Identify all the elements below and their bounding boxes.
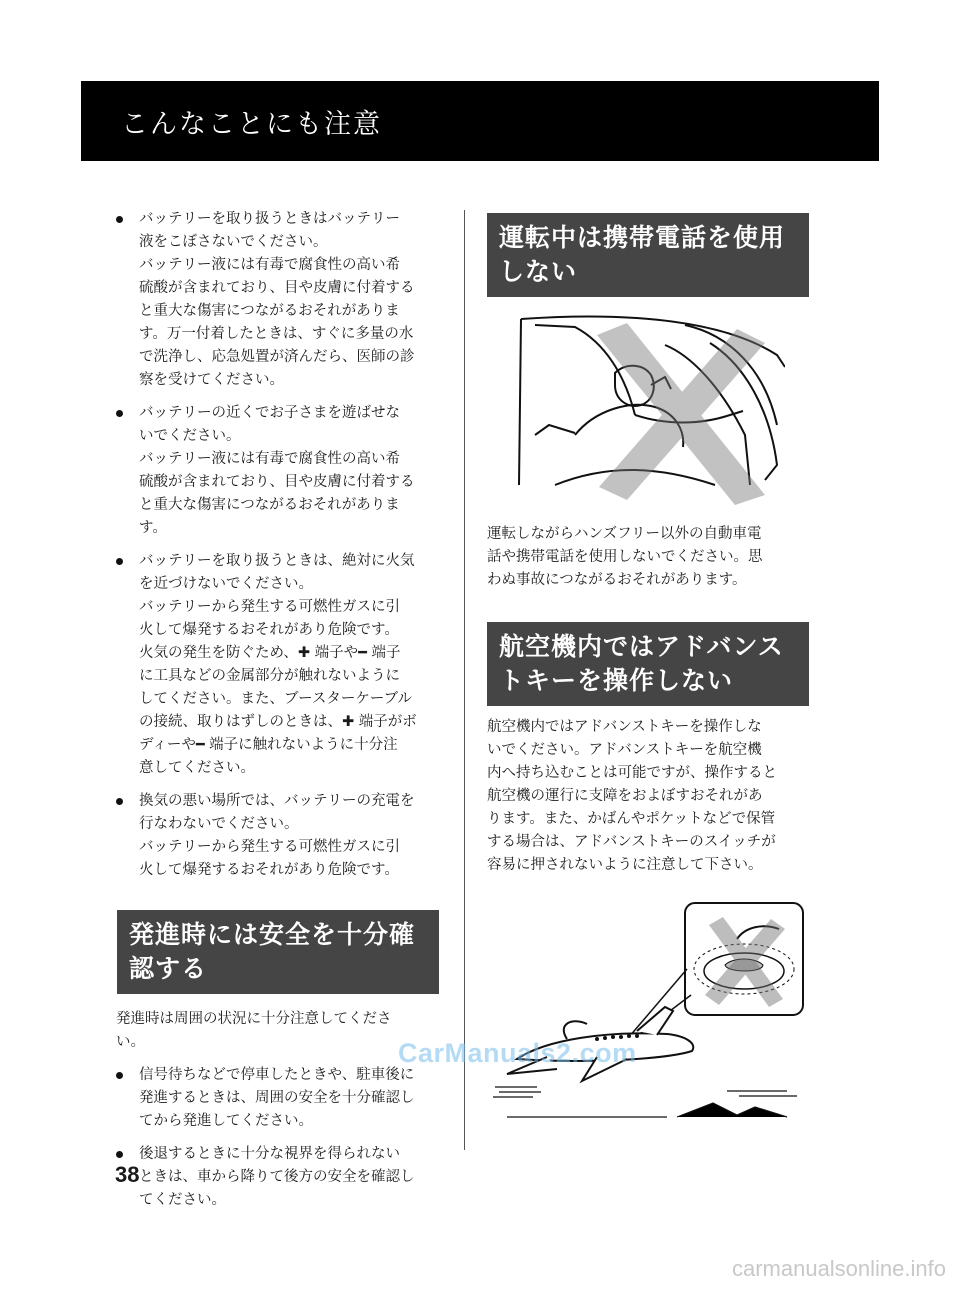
phone-driving-illustration (515, 315, 809, 509)
text-line: 行なわないでください。 (139, 816, 299, 832)
text-line: てから発進してください。 (139, 1113, 313, 1129)
text-line: で洗浄し、応急処置が済んだら、医師の診 (139, 349, 415, 365)
bullet-item (116, 402, 444, 540)
section-heading-phone (487, 213, 809, 297)
page-title: こんなことにも注意 (121, 108, 382, 140)
heading-line: トキーを操作しない (499, 666, 734, 695)
text-line: 硫酸が含まれており、目や皮膚に付着する (139, 474, 415, 490)
airplane-key-prohibited-icon (487, 899, 807, 1129)
text-line: 航空機の運行に支障をおよぼすおそれがあ (487, 788, 763, 804)
bullet-text (139, 1064, 444, 1133)
right-column (487, 213, 809, 1133)
text-line: と重大な傷害につながるおそれがありま (139, 497, 400, 513)
section-heading-start-safety (117, 910, 439, 994)
text-line: ときは、車から降りて後方の安全を確認し (139, 1169, 415, 1185)
text-line: バッテリーから発生する可燃性ガスに引 (139, 839, 400, 855)
text-line: 火気の発生を防ぐため、✚ 端子や━ 端子 (139, 645, 401, 661)
text-line: す。 (139, 520, 167, 536)
text-line: 発進するときは、周囲の安全を十分確認し (139, 1090, 415, 1106)
text-line: わぬ事故につながるおそれがあります。 (487, 572, 747, 588)
left-column (116, 208, 444, 1222)
text-line: 察を受けてください。 (139, 372, 284, 388)
text-line: と重大な傷害につながるおそれがありま (139, 303, 400, 319)
text-line: 後退するときに十分な視界を得られない (139, 1146, 400, 1162)
bullet-item (116, 790, 444, 882)
start-safety-bullets (116, 1064, 444, 1212)
text-line: ディーや━ 端子に触れないように十分注 (139, 737, 398, 753)
text-line: てください。 (139, 1192, 226, 1208)
text-line: に工具などの金属部分が触れないように (139, 668, 400, 684)
text-line: 硫酸が含まれており、目や皮膚に付着する (139, 280, 415, 296)
section-heading-aircraft (487, 622, 809, 706)
text-line: してください。また、ブースターケーブル (139, 691, 413, 707)
heading-line: 航空機内ではアドバンス (499, 632, 784, 661)
text-line: 内へ持ち込むことは可能ですが、操作すると (487, 765, 777, 781)
bullet-item (116, 208, 444, 392)
page-header (81, 81, 879, 161)
text-line: 火して爆発するおそれがあり危険です。 (139, 862, 399, 878)
text-line: 火して爆発するおそれがあり危険です。 (139, 622, 399, 638)
text-line: の接続、取りはずしのときは、✚ 端子がボ (139, 714, 417, 730)
bullet-dot-icon (116, 798, 123, 805)
bullet-text (139, 402, 444, 540)
text-line: 液をこぼさないでください。 (139, 234, 328, 250)
heading-line: 運転中は携帯電話を使用 (499, 223, 786, 252)
text-line: 発進時は周囲の状況に十分注意してくださ (116, 1011, 392, 1027)
text-line: 容易に押されないように注意して下さい。 (487, 857, 763, 873)
text-line: バッテリーの近くでお子さまを遊ばせな (139, 405, 400, 421)
bullet-text (139, 1143, 444, 1212)
watermark: CarManuals2.com (398, 1038, 637, 1068)
bullet-text (139, 550, 444, 780)
text-line: バッテリーから発生する可燃性ガスに引 (139, 599, 400, 615)
text-line: 運転しながらハンズフリー以外の自動車電 (487, 526, 762, 542)
text-line: 換気の悪い場所では、バッテリーの充電を (139, 793, 415, 809)
bullet-dot-icon (116, 410, 123, 417)
heading-line: しない (499, 257, 578, 286)
bullet-dot-icon (116, 558, 123, 565)
driver-phone-prohibited-icon (515, 315, 785, 505)
bullet-item (116, 1064, 444, 1133)
footer-watermark: carmanualsonline.info (731, 1256, 946, 1281)
bullet-dot-icon (116, 1151, 123, 1158)
text-line: 意してください。 (139, 760, 255, 776)
text-line: バッテリーを取り扱うときは、絶対に火気 (139, 553, 415, 569)
text-line: バッテリー液には有毒で腐食性の高い希 (139, 257, 400, 273)
bullet-item (116, 1143, 444, 1212)
text-line: い。 (116, 1034, 145, 1050)
start-safety-intro (116, 1008, 444, 1054)
text-line: 話や携帯電話を使用しないでください。思 (487, 549, 763, 565)
text-line: 信号待ちなどで停車したときや、駐車後に (139, 1067, 415, 1083)
bullet-text (139, 208, 444, 392)
text-line: 航空機内ではアドバンストキーを操作しな (487, 719, 762, 735)
text-line: を近づけないでください。 (139, 576, 313, 592)
heading-line: 認する (129, 954, 208, 983)
battery-warnings (116, 208, 444, 882)
text-line: す。万一付着したときは、すぐに多量の水 (139, 326, 414, 342)
aircraft-key-illustration (487, 899, 809, 1133)
text-line: バッテリー液には有毒で腐食性の高い希 (139, 451, 400, 467)
heading-line: 発進時には安全を十分確 (129, 920, 416, 949)
bullet-text (139, 790, 444, 882)
column-divider (464, 210, 465, 1150)
bullet-item (116, 550, 444, 780)
text-line: する場合は、アドバンストキーのスイッチが (487, 834, 776, 850)
phone-warning-text (487, 523, 809, 592)
text-line: いでください。アドバンストキーを航空機 (487, 742, 762, 758)
text-line: バッテリーを取り扱うときはバッテリー (139, 211, 400, 227)
bullet-dot-icon (116, 216, 123, 223)
text-line: いでください。 (139, 428, 241, 444)
text-line: ります。また、かばんやポケットなどで保管 (487, 811, 776, 827)
aircraft-warning-text (487, 716, 809, 877)
page-number: 38 (115, 1162, 140, 1187)
bullet-dot-icon (116, 1072, 123, 1079)
